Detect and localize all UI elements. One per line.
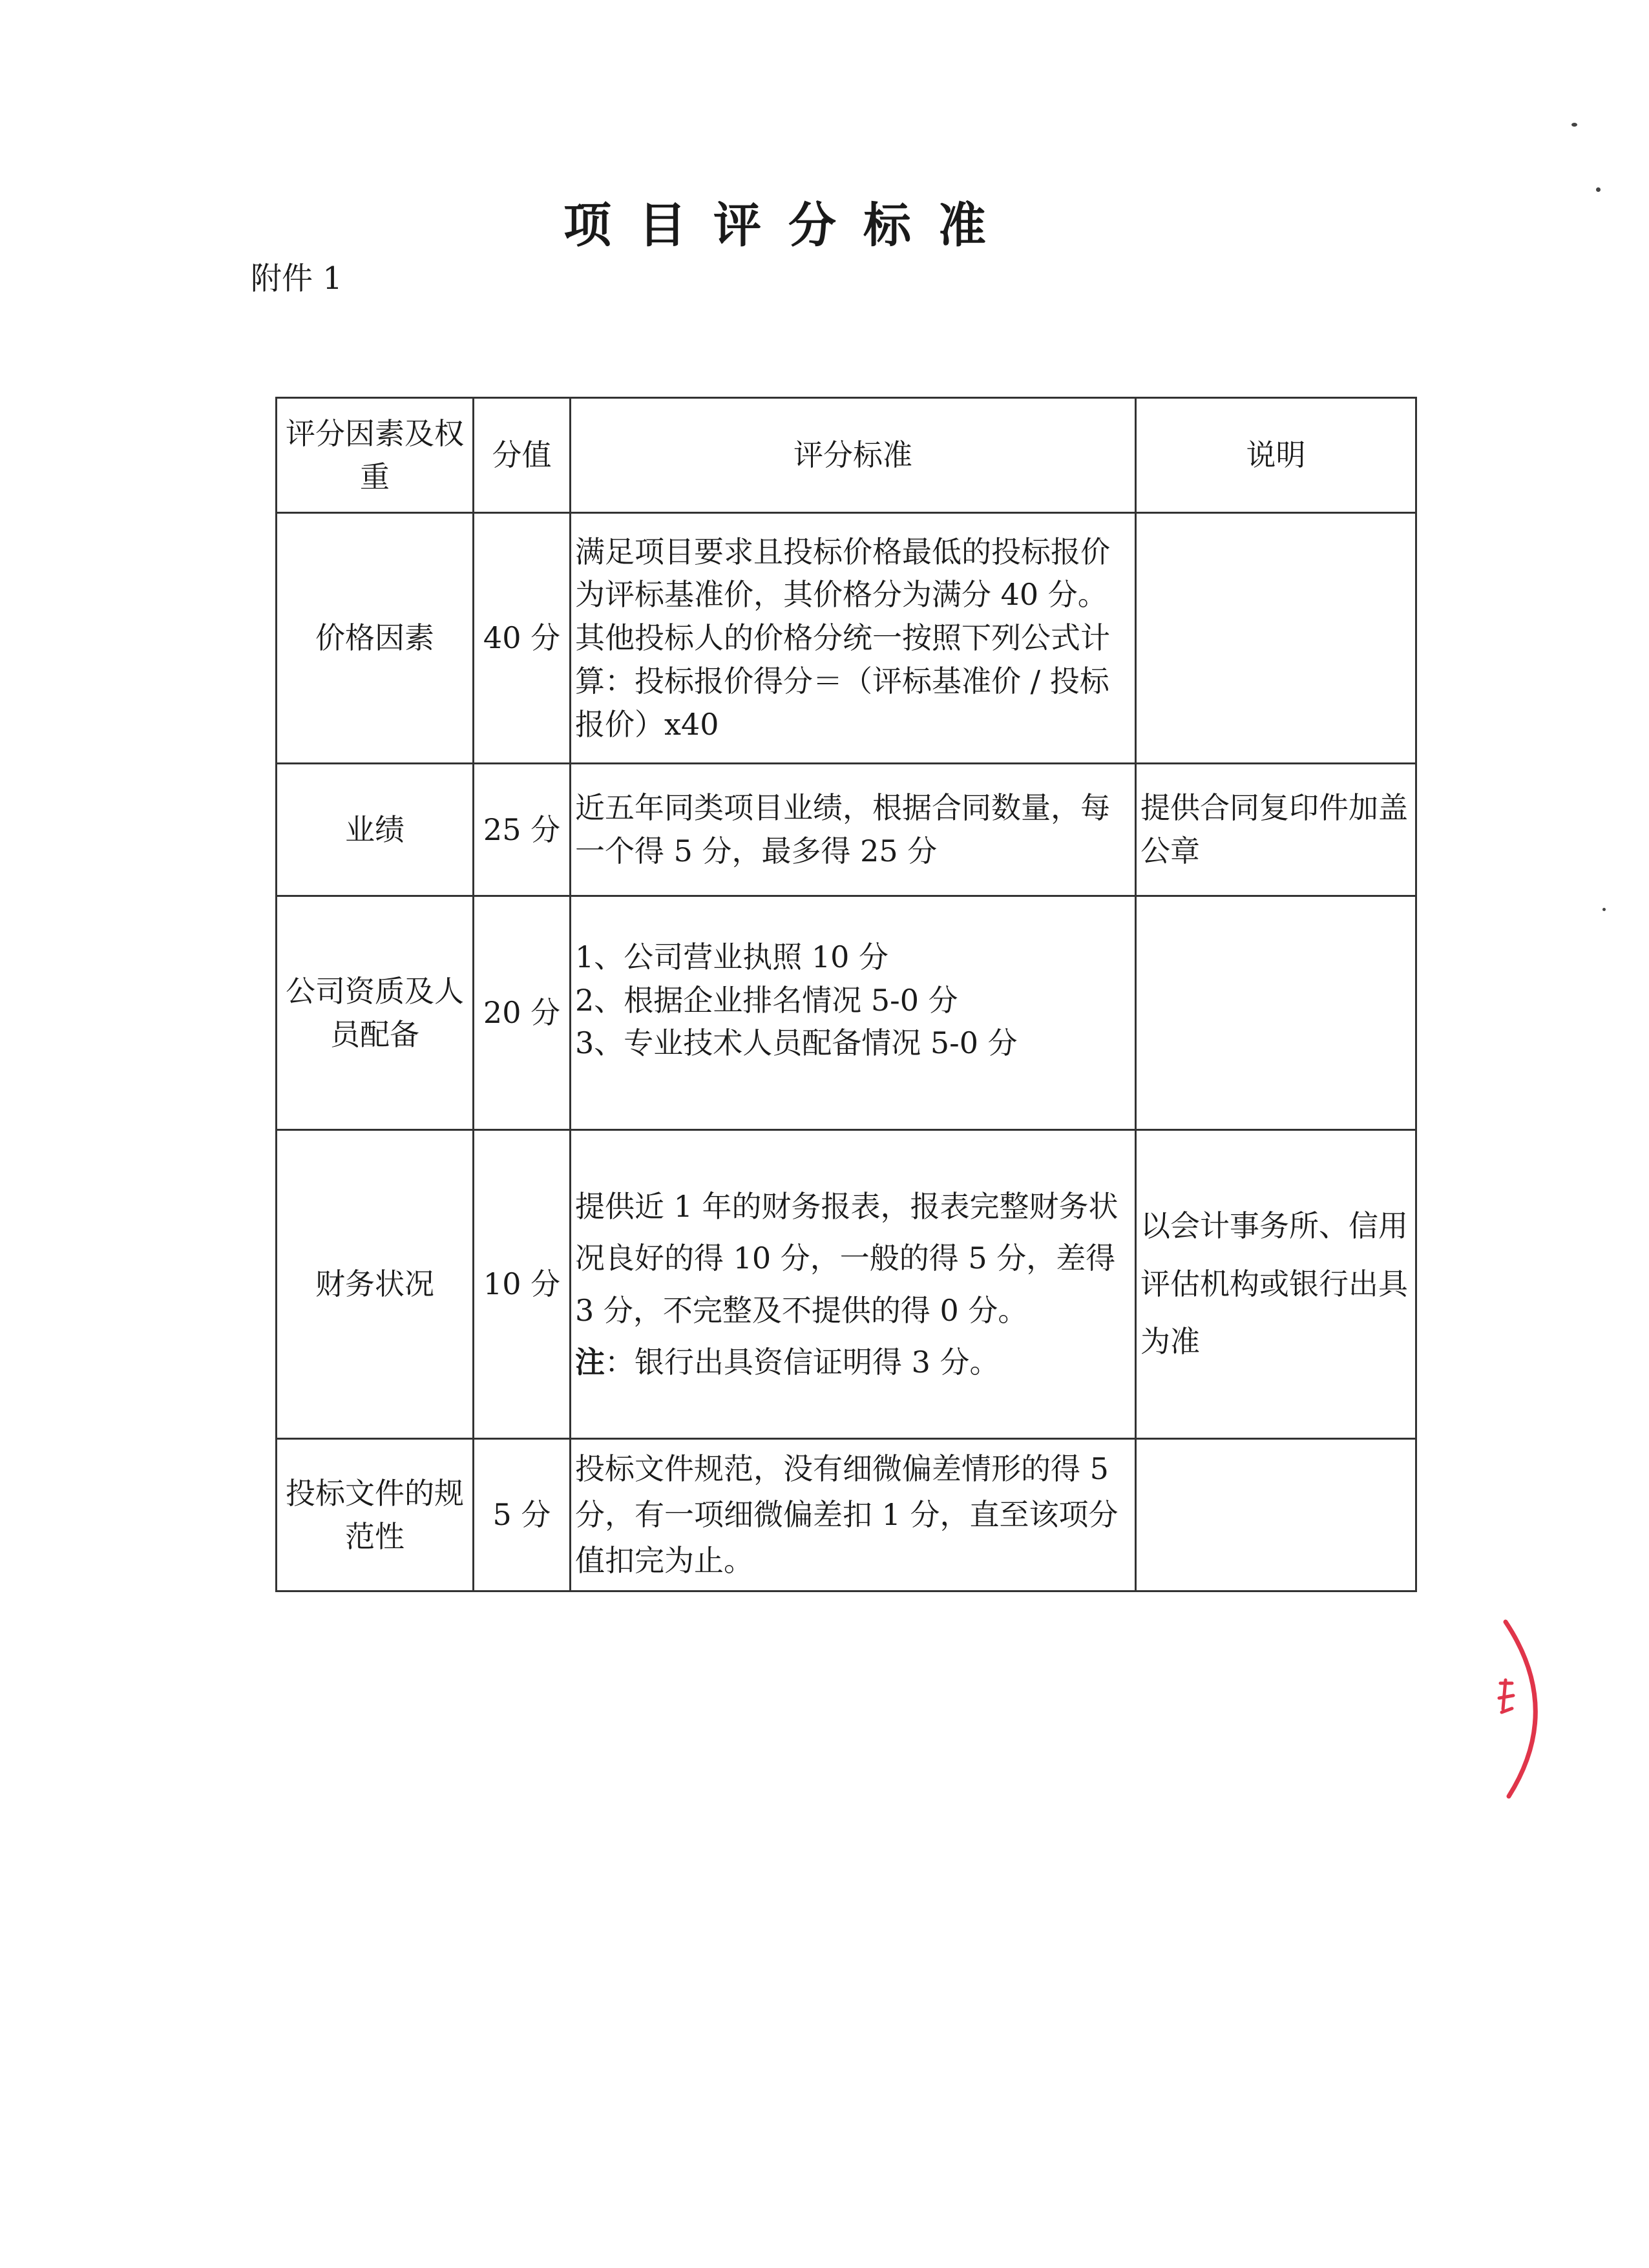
criteria-line: 3、专业技术人员配备情况 5-0 分 <box>575 1025 1018 1061</box>
note-label: 注 <box>575 1345 605 1380</box>
row-remark: 提供合同复印件加盖公章 <box>1136 764 1416 896</box>
table-row <box>277 764 1416 896</box>
seal-glyph-fragment <box>1499 1680 1513 1712</box>
row-remark <box>1136 1439 1416 1591</box>
row-criteria: 近五年同类项目业绩，根据合同数量，每一个得 5 分，最多得 25 分 <box>571 764 1136 896</box>
header-criteria: 评分标准 <box>571 398 1136 513</box>
row-criteria <box>571 1130 1136 1439</box>
partial-seal-stamp <box>1486 1615 1564 1803</box>
criteria-line: 2、根据企业排名情况 5-0 分 <box>575 982 958 1018</box>
page-title: 项目评分标准 <box>563 198 1013 253</box>
header-score: 分值 <box>474 398 571 513</box>
row-factor: 投标文件的规范性 <box>277 1439 474 1591</box>
table-header-row <box>277 398 1416 513</box>
row-remark <box>1136 513 1416 764</box>
row-factor: 财务状况 <box>277 1130 474 1439</box>
row-criteria: 满足项目要求且投标价格最低的投标报价为评标基准价，其价格分为满分 40 分。其他投标人的价格分统一按照下列公式计算：投标报价得分＝（评标基准价 / 投标报价）x40 <box>571 513 1136 764</box>
attachment-label: 附件 1 <box>251 260 342 297</box>
row-criteria <box>571 896 1136 1130</box>
row-factor: 业绩 <box>277 764 474 896</box>
table-row <box>277 896 1416 1130</box>
scan-speck <box>1602 908 1606 911</box>
row-score: 40 分 <box>474 513 571 764</box>
header-remark: 说明 <box>1136 398 1416 513</box>
row-score: 20 分 <box>474 896 571 1130</box>
row-criteria: 投标文件规范，没有细微偏差情形的得 5 分，有一项细微偏差扣 1 分，直至该项分值扣完为止。 <box>571 1439 1136 1591</box>
scan-speck <box>1571 123 1577 127</box>
row-remark <box>1136 896 1416 1130</box>
row-remark: 以会计事务所、信用评估机构或银行出具为准 <box>1136 1130 1416 1439</box>
note-text: ：银行出具资信证明得 3 分。 <box>605 1345 1000 1380</box>
scan-speck <box>1596 187 1601 192</box>
criteria-note <box>575 1336 1131 1389</box>
criteria-text: 提供近 1 年的财务报表，报表完整财务状况良好的得 10 分，一般的得 5 分，差得 3 分，不完整及不提供的得 0 分。 <box>575 1188 1119 1328</box>
scoring-table <box>275 397 1417 1592</box>
table-row <box>277 1130 1416 1439</box>
row-factor: 价格因素 <box>277 513 474 764</box>
table-row <box>277 1439 1416 1591</box>
table-row <box>277 513 1416 764</box>
row-score: 5 分 <box>474 1439 571 1591</box>
row-factor: 公司资质及人员配备 <box>277 896 474 1130</box>
row-score: 25 分 <box>474 764 571 896</box>
header-factor: 评分因素及权重 <box>277 398 474 513</box>
criteria-line: 1、公司营业执照 10 分 <box>575 940 889 974</box>
row-score: 10 分 <box>474 1130 571 1439</box>
